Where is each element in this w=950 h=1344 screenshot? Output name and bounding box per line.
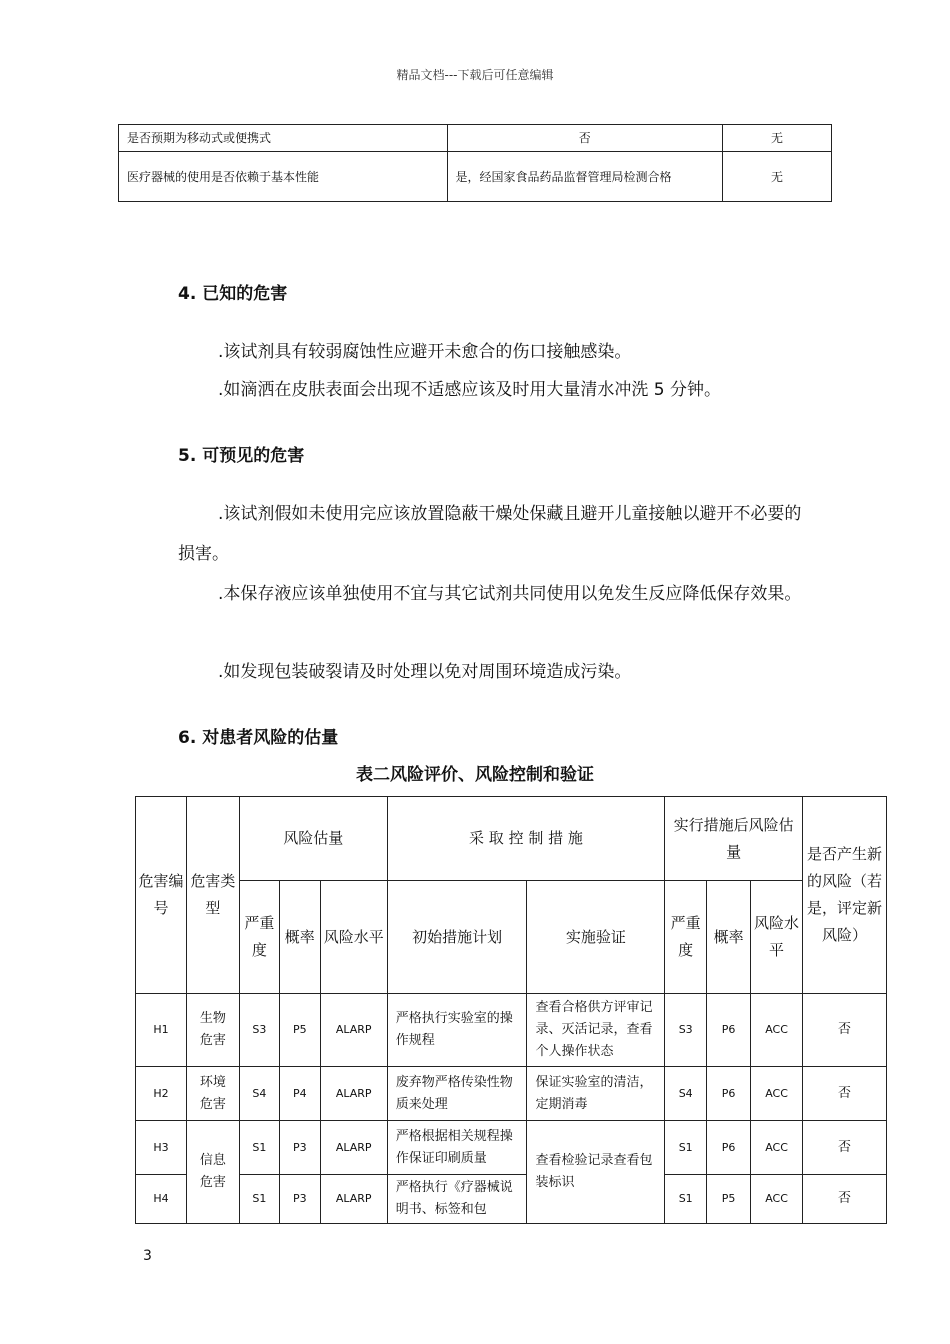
item-cell: 医疗器械的使用是否依赖于基本性能	[119, 152, 448, 202]
paragraph: .本保存液应该单独使用不宜与其它试剂共同使用以免发生反应降低保存效果。	[218, 584, 802, 604]
initial-plan: 严格执行实验室的操作规程	[387, 994, 527, 1067]
probability-after: P6	[707, 1121, 751, 1175]
paragraph: .如滴洒在皮肤表面会出现不适感应该及时用大量清水冲洗 5 分钟。	[218, 380, 722, 400]
hazard-id: H4	[136, 1175, 187, 1224]
probability-after: P6	[707, 994, 751, 1067]
header-note: 精品文档---下载后可任意编辑	[396, 68, 554, 82]
note-cell: 无	[723, 152, 832, 202]
new-risk: 否	[803, 994, 887, 1067]
verification: 查看合格供方评审记录、灭活记录，查看个人操作状态	[527, 994, 665, 1067]
initial-plan: 严格根据相关规程操作保证印刷质量	[387, 1121, 527, 1175]
risk-level-after: ACC	[751, 994, 803, 1067]
probability-after: P5	[707, 1175, 751, 1224]
probability: P3	[279, 1121, 320, 1175]
risk-level: ALARP	[320, 1121, 387, 1175]
hazard-id: H2	[136, 1067, 187, 1121]
verification: 查看检验记录查看包装标识	[527, 1121, 665, 1224]
header-row	[136, 797, 887, 881]
severity-after: S4	[665, 1067, 707, 1121]
section-heading-5: 5. 可预见的危害	[178, 446, 305, 466]
hazard-type: 环境危害	[186, 1067, 239, 1121]
risk-table	[135, 796, 887, 1224]
header-risk-level-after: 风险水平	[751, 881, 803, 994]
severity: S3	[239, 994, 279, 1067]
header-verification: 实施验证	[527, 881, 665, 994]
answer-cell: 否	[447, 125, 723, 152]
table-row	[119, 125, 832, 152]
header-probability-after: 概率	[707, 881, 751, 994]
section-heading-4: 4. 已知的危害	[178, 284, 288, 304]
table-row	[136, 1175, 887, 1224]
header-post-estimate: 实行措施后风险估量	[665, 797, 803, 881]
device-characteristics-table	[118, 124, 832, 202]
risk-level: ALARP	[320, 1175, 387, 1224]
new-risk: 否	[803, 1175, 887, 1224]
initial-plan: 废弃物严格传染性物质来处理	[387, 1067, 527, 1121]
paragraph: .该试剂假如未使用完应该放置隐蔽干燥处保藏且避开儿童接触以避开不必要的损害。	[178, 504, 802, 564]
hazard-id: H1	[136, 994, 187, 1067]
new-risk: 否	[803, 1067, 887, 1121]
note-cell: 无	[723, 125, 832, 152]
severity-after: S1	[665, 1121, 707, 1175]
table-row	[136, 994, 887, 1067]
table-title: 表二风险评价、风险控制和验证	[356, 765, 594, 785]
risk-level-after: ACC	[751, 1067, 803, 1121]
table-row	[136, 1121, 887, 1175]
hazard-type: 信息危害	[186, 1121, 239, 1224]
probability-after: P6	[707, 1067, 751, 1121]
table-row	[119, 152, 832, 202]
risk-level-after: ACC	[751, 1175, 803, 1224]
severity: S1	[239, 1121, 279, 1175]
probability: P4	[279, 1067, 320, 1121]
header-row	[136, 881, 887, 994]
probability: P3	[279, 1175, 320, 1224]
severity-after: S1	[665, 1175, 707, 1224]
risk-level-after: ACC	[751, 1121, 803, 1175]
header-probability: 概率	[279, 881, 320, 994]
header-hazard-type: 危害类型	[186, 797, 239, 994]
probability: P5	[279, 994, 320, 1067]
page-number: 3	[143, 1248, 152, 1264]
header-new-risk: 是否产生新的风险（若是，评定新风险）	[803, 797, 887, 994]
risk-level: ALARP	[320, 1067, 387, 1121]
header-hazard-id: 危害编号	[136, 797, 187, 994]
severity-after: S3	[665, 994, 707, 1067]
answer-cell: 是，经国家食品药品监督管理局检测合格	[447, 152, 723, 202]
header-control-measures: 采 取 控 制 措 施	[387, 797, 665, 881]
initial-plan: 严格执行《疗器械说明书、标签和包	[387, 1175, 527, 1224]
header-severity: 严重度	[239, 881, 279, 994]
header-risk-estimate: 风险估量	[239, 797, 387, 881]
paragraph: .该试剂具有较弱腐蚀性应避开未愈合的伤口接触感染。	[218, 342, 632, 362]
paragraph: .如发现包装破裂请及时处理以免对周围环境造成污染。	[218, 662, 632, 682]
verification: 保证实验室的清洁，定期消毒	[527, 1067, 665, 1121]
severity: S1	[239, 1175, 279, 1224]
table-row	[136, 1067, 887, 1121]
header-severity-after: 严重度	[665, 881, 707, 994]
new-risk: 否	[803, 1121, 887, 1175]
header-initial-plan: 初始措施计划	[387, 881, 527, 994]
risk-level: ALARP	[320, 994, 387, 1067]
header-risk-level: 风险水平	[320, 881, 387, 994]
hazard-type: 生物危害	[186, 994, 239, 1067]
severity: S4	[239, 1067, 279, 1121]
item-cell: 是否预期为移动式或便携式	[119, 125, 448, 152]
hazard-id: H3	[136, 1121, 187, 1175]
section-heading-6: 6. 对患者风险的估量	[178, 728, 339, 748]
